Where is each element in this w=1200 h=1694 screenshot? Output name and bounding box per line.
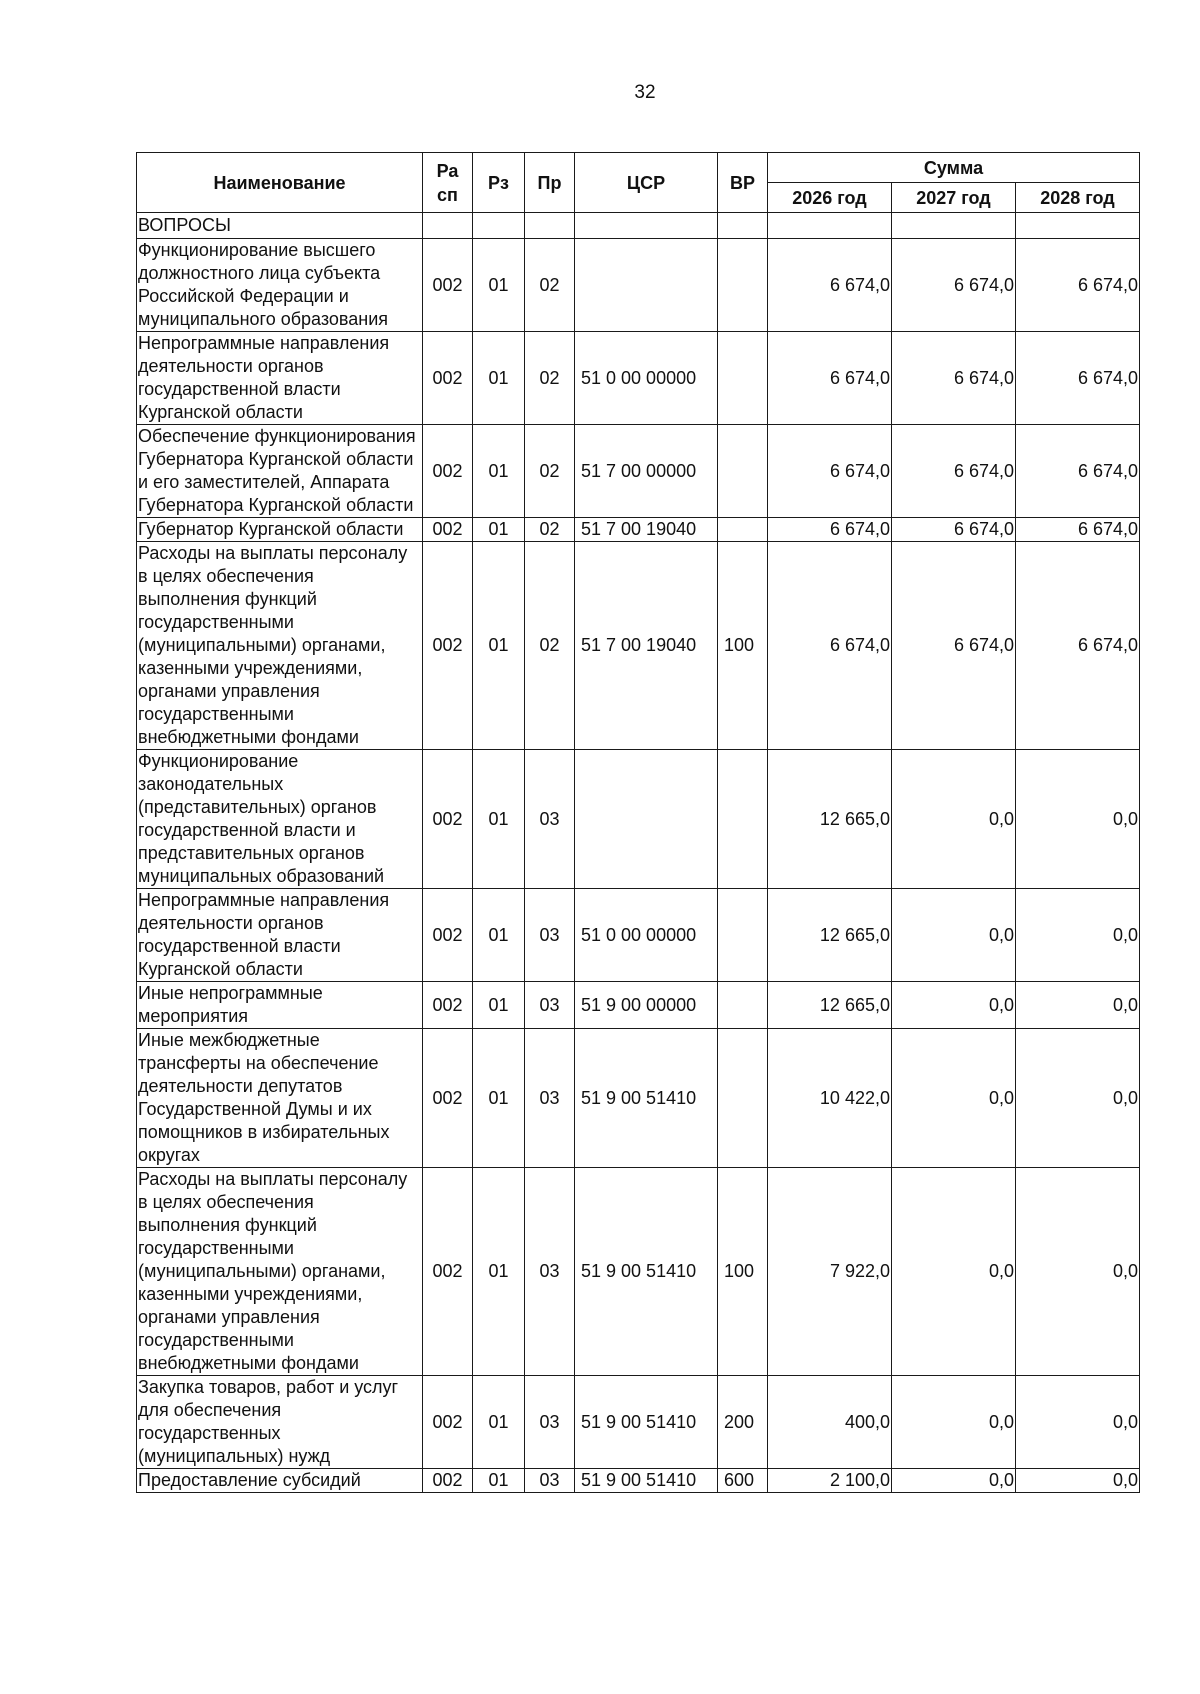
cell-rasp: 002 — [423, 542, 473, 750]
cell-name: Обеспечение функционирования Губернатора Курганской области и его заместителей, Аппарата Губернатора Курганской области — [137, 425, 423, 518]
cell-sum-2027: 6 674,0 — [892, 425, 1016, 518]
column-header-rasp: Ра сп — [423, 153, 473, 213]
table-row — [137, 982, 1140, 1029]
cell-rasp — [423, 213, 473, 239]
cell-sum-2027: 6 674,0 — [892, 239, 1016, 332]
cell-rz: 01 — [473, 1029, 525, 1168]
cell-sum-2026: 12 665,0 — [768, 889, 892, 982]
cell-csr: 51 7 00 19040 — [575, 518, 718, 542]
cell-pr: 03 — [525, 982, 575, 1029]
cell-name: Предоставление субсидий — [137, 1469, 423, 1493]
cell-csr: 51 9 00 51410 — [575, 1376, 718, 1469]
cell-csr: 51 9 00 51410 — [575, 1168, 718, 1376]
cell-sum-2028: 6 674,0 — [1016, 425, 1140, 518]
cell-name: Непрограммные направления деятельности органов государственной власти Курганской области — [137, 332, 423, 425]
cell-sum-2028: 0,0 — [1016, 889, 1140, 982]
cell-pr: 02 — [525, 425, 575, 518]
cell-sum-2027: 0,0 — [892, 1469, 1016, 1493]
cell-rz: 01 — [473, 542, 525, 750]
cell-sum-2028: 6 674,0 — [1016, 239, 1140, 332]
cell-csr — [575, 213, 718, 239]
cell-sum-2026: 6 674,0 — [768, 239, 892, 332]
cell-rz: 01 — [473, 889, 525, 982]
cell-pr: 02 — [525, 239, 575, 332]
cell-sum-2027: 0,0 — [892, 750, 1016, 889]
table-row — [137, 332, 1140, 425]
cell-sum-2026: 6 674,0 — [768, 425, 892, 518]
cell-rasp: 002 — [423, 1029, 473, 1168]
cell-csr: 51 0 00 00000 — [575, 889, 718, 982]
table-row — [137, 750, 1140, 889]
table-header — [137, 153, 1140, 213]
table-row — [137, 213, 1140, 239]
cell-sum-2026 — [768, 213, 892, 239]
cell-vr — [718, 750, 768, 889]
cell-sum-2028: 6 674,0 — [1016, 332, 1140, 425]
cell-sum-2026: 10 422,0 — [768, 1029, 892, 1168]
cell-name: Иные межбюджетные трансферты на обеспечение деятельности депутатов Государственной Думы и их помощников в избирательных округах — [137, 1029, 423, 1168]
cell-name: ВОПРОСЫ — [137, 213, 423, 239]
cell-rasp: 002 — [423, 1168, 473, 1376]
column-header-sum: Сумма — [768, 153, 1140, 183]
cell-rz: 01 — [473, 1168, 525, 1376]
cell-name: Расходы на выплаты персоналу в целях обеспечения выполнения функций государственными (муниципальными) органами, казенными учреждениями, органами управления государственными внебюджетными фондами — [137, 1168, 423, 1376]
cell-name: Непрограммные направления деятельности органов государственной власти Курганской области — [137, 889, 423, 982]
cell-sum-2028: 0,0 — [1016, 1469, 1140, 1493]
cell-csr: 51 7 00 00000 — [575, 425, 718, 518]
cell-vr — [718, 213, 768, 239]
table-row — [137, 542, 1140, 750]
cell-sum-2028: 0,0 — [1016, 982, 1140, 1029]
cell-csr — [575, 750, 718, 889]
table-row — [137, 1168, 1140, 1376]
cell-vr: 200 — [718, 1376, 768, 1469]
cell-pr: 03 — [525, 1376, 575, 1469]
column-header-2027: 2027 год — [892, 183, 1016, 213]
cell-vr — [718, 982, 768, 1029]
cell-pr: 03 — [525, 889, 575, 982]
cell-sum-2026: 6 674,0 — [768, 542, 892, 750]
cell-pr: 03 — [525, 1469, 575, 1493]
cell-name: Функционирование законодательных (представительных) органов государственной власти и представительных органов муниципальных образований — [137, 750, 423, 889]
cell-sum-2027: 0,0 — [892, 889, 1016, 982]
cell-rasp: 002 — [423, 425, 473, 518]
page-number: 32 — [634, 82, 656, 103]
table-row — [137, 1376, 1140, 1469]
cell-sum-2028: 0,0 — [1016, 1029, 1140, 1168]
cell-sum-2027: 0,0 — [892, 982, 1016, 1029]
cell-sum-2028: 0,0 — [1016, 1168, 1140, 1376]
column-header-csr: ЦСР — [575, 153, 718, 213]
cell-pr: 02 — [525, 518, 575, 542]
cell-csr: 51 9 00 51410 — [575, 1029, 718, 1168]
cell-rasp: 002 — [423, 889, 473, 982]
cell-pr — [525, 213, 575, 239]
cell-vr: 100 — [718, 542, 768, 750]
cell-sum-2027 — [892, 213, 1016, 239]
cell-sum-2028 — [1016, 213, 1140, 239]
cell-pr: 03 — [525, 1029, 575, 1168]
cell-rasp: 002 — [423, 750, 473, 889]
cell-rasp: 002 — [423, 1469, 473, 1493]
cell-sum-2027: 6 674,0 — [892, 518, 1016, 542]
cell-pr: 03 — [525, 750, 575, 889]
cell-name: Иные непрограммные мероприятия — [137, 982, 423, 1029]
cell-vr: 600 — [718, 1469, 768, 1493]
cell-rz — [473, 213, 525, 239]
column-header-2026: 2026 год — [768, 183, 892, 213]
cell-rasp: 002 — [423, 518, 473, 542]
cell-vr — [718, 332, 768, 425]
cell-vr — [718, 425, 768, 518]
cell-sum-2027: 6 674,0 — [892, 332, 1016, 425]
cell-pr: 02 — [525, 332, 575, 425]
cell-sum-2027: 0,0 — [892, 1029, 1016, 1168]
table-row — [137, 1029, 1140, 1168]
cell-sum-2026: 7 922,0 — [768, 1168, 892, 1376]
cell-pr: 03 — [525, 1168, 575, 1376]
table-row — [137, 425, 1140, 518]
cell-csr — [575, 239, 718, 332]
cell-sum-2026: 6 674,0 — [768, 332, 892, 425]
cell-rasp: 002 — [423, 332, 473, 425]
cell-sum-2026: 12 665,0 — [768, 750, 892, 889]
cell-name: Губернатор Курганской области — [137, 518, 423, 542]
table-row — [137, 889, 1140, 982]
cell-sum-2028: 0,0 — [1016, 750, 1140, 889]
cell-csr: 51 9 00 00000 — [575, 982, 718, 1029]
cell-sum-2026: 12 665,0 — [768, 982, 892, 1029]
cell-rz: 01 — [473, 1469, 525, 1493]
cell-rasp: 002 — [423, 982, 473, 1029]
cell-rz: 01 — [473, 332, 525, 425]
cell-vr — [718, 1029, 768, 1168]
cell-name: Функционирование высшего должностного лица субъекта Российской Федерации и муниципального образования — [137, 239, 423, 332]
cell-vr — [718, 239, 768, 332]
cell-vr — [718, 518, 768, 542]
cell-rz: 01 — [473, 425, 525, 518]
table-row — [137, 1469, 1140, 1493]
table-row — [137, 518, 1140, 542]
cell-sum-2027: 0,0 — [892, 1376, 1016, 1469]
cell-rz: 01 — [473, 239, 525, 332]
cell-sum-2028: 6 674,0 — [1016, 542, 1140, 750]
cell-rz: 01 — [473, 1376, 525, 1469]
cell-csr: 51 9 00 51410 — [575, 1469, 718, 1493]
cell-sum-2026: 2 100,0 — [768, 1469, 892, 1493]
cell-sum-2026: 6 674,0 — [768, 518, 892, 542]
budget-table — [136, 152, 1140, 1493]
cell-rz: 01 — [473, 982, 525, 1029]
column-header-pr: Пр — [525, 153, 575, 213]
column-header-rz: Рз — [473, 153, 525, 213]
table-body — [137, 213, 1140, 1493]
cell-rz: 01 — [473, 518, 525, 542]
cell-sum-2026: 400,0 — [768, 1376, 892, 1469]
column-header-vr: ВР — [718, 153, 768, 213]
cell-name: Расходы на выплаты персоналу в целях обеспечения выполнения функций государственными (муниципальными) органами, казенными учреждениями, органами управления государственными внебюджетными фондами — [137, 542, 423, 750]
cell-sum-2028: 0,0 — [1016, 1376, 1140, 1469]
cell-rasp: 002 — [423, 1376, 473, 1469]
cell-vr: 100 — [718, 1168, 768, 1376]
cell-sum-2028: 6 674,0 — [1016, 518, 1140, 542]
column-header-2028: 2028 год — [1016, 183, 1140, 213]
cell-name: Закупка товаров, работ и услуг для обеспечения государственных (муниципальных) нужд — [137, 1376, 423, 1469]
cell-sum-2027: 6 674,0 — [892, 542, 1016, 750]
cell-sum-2027: 0,0 — [892, 1168, 1016, 1376]
column-header-name: Наименование — [137, 153, 423, 213]
cell-csr: 51 0 00 00000 — [575, 332, 718, 425]
cell-rz: 01 — [473, 750, 525, 889]
cell-rasp: 002 — [423, 239, 473, 332]
cell-vr — [718, 889, 768, 982]
table-row — [137, 239, 1140, 332]
cell-pr: 02 — [525, 542, 575, 750]
cell-csr: 51 7 00 19040 — [575, 542, 718, 750]
